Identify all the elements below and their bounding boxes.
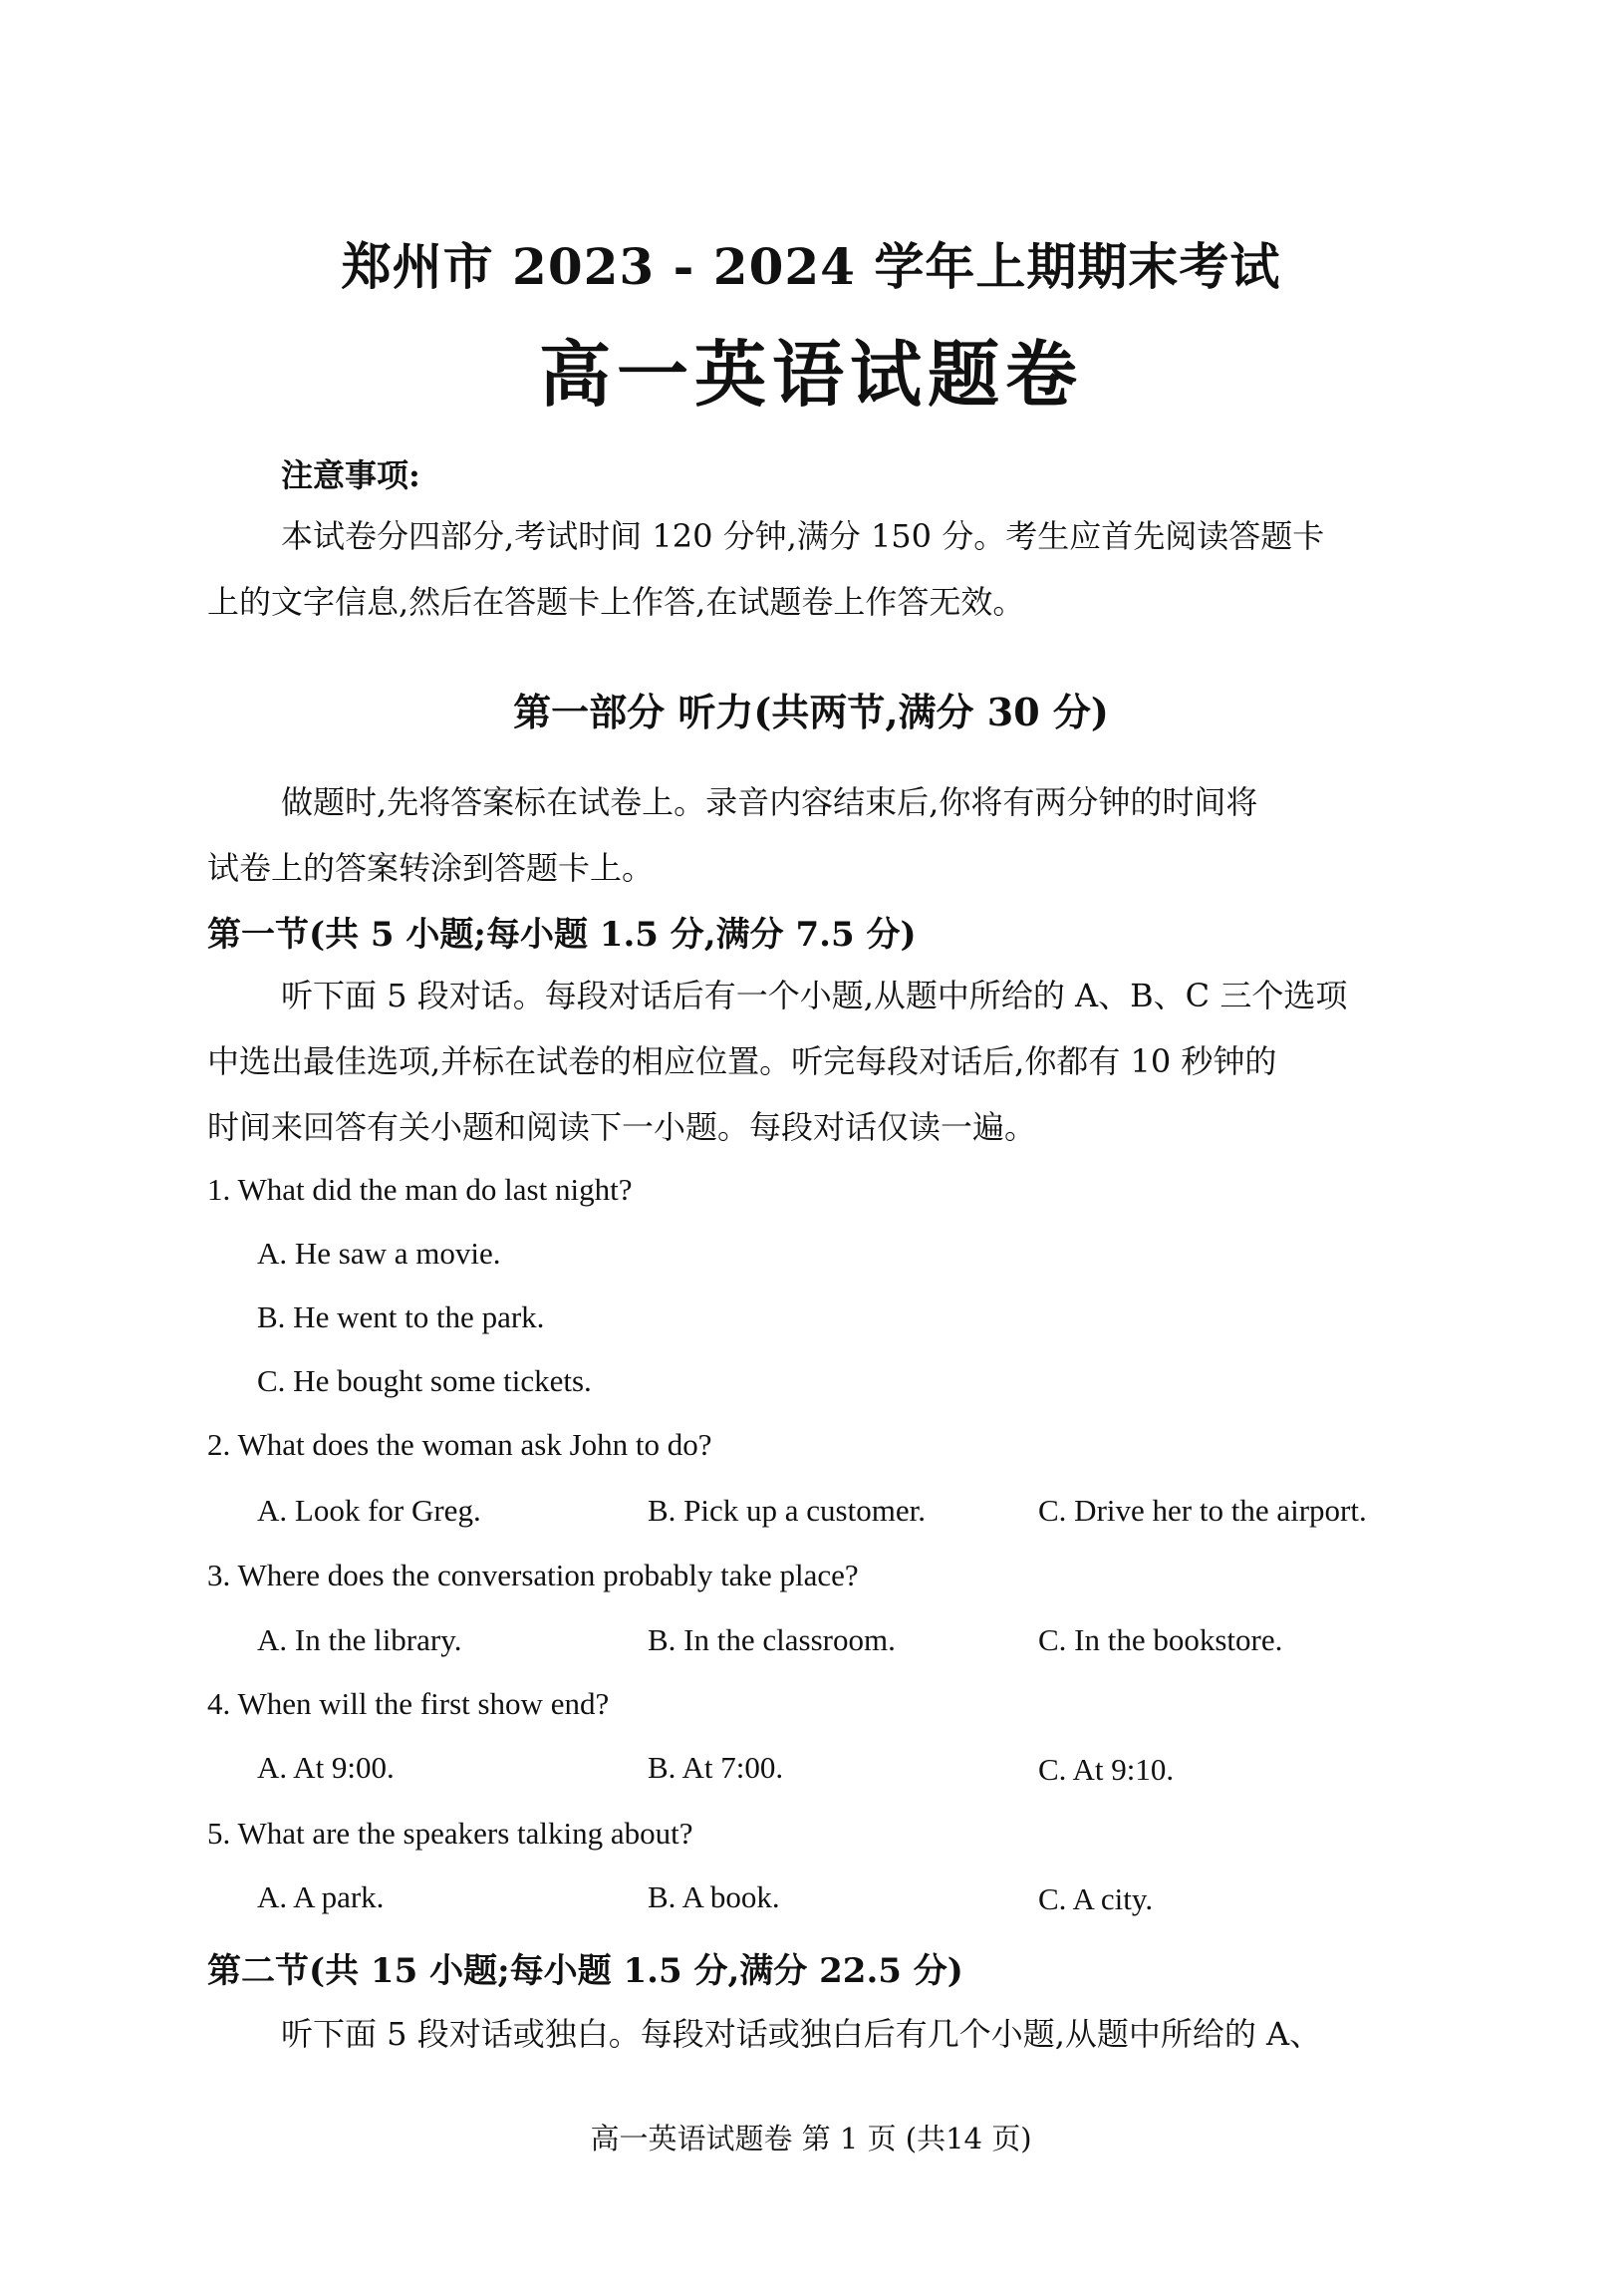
q4-option-b: B. At 7:00. <box>648 1750 784 1785</box>
section1-heading: 第一节(共 5 小题;每小题 1.5 分,满分 7.5 分) <box>207 915 917 955</box>
question-5: 5. What are the speakers talking about? <box>207 1816 693 1851</box>
q4-option-c: C. At 9:10. <box>1038 1752 1175 1787</box>
section1-intro-line-1: 听下面 5 段对话。每段对话后有一个小题,从题中所给的 A、B、C 三个选项 <box>281 977 1348 1014</box>
section1-intro-line-2: 中选出最佳选项,并标在试卷的相应位置。听完每段对话后,你都有 10 秒钟的 <box>207 1042 1277 1080</box>
part1-intro-line-2: 试卷上的答案转涂到答题卡上。 <box>207 849 655 887</box>
q5-option-c: C. A city. <box>1038 1881 1154 1916</box>
exam-subtitle: 高一英语试题卷 <box>538 332 1083 417</box>
q4-option-a: A. At 9:00. <box>257 1750 395 1785</box>
question-1: 1. What did the man do last night? <box>207 1172 633 1207</box>
part1-heading: 第一部分 听力(共两节,满分 30 分) <box>513 690 1109 734</box>
q2-option-c: C. Drive her to the airport. <box>1038 1493 1367 1528</box>
q3-option-c: C. In the bookstore. <box>1038 1622 1283 1657</box>
q2-option-b: B. Pick up a customer. <box>648 1493 926 1528</box>
q3-option-b: B. In the classroom. <box>648 1622 896 1657</box>
question-3: 3. Where does the conversation probably take place? <box>207 1558 859 1592</box>
q3-option-a: A. In the library. <box>257 1622 462 1657</box>
q2-option-a: A. Look for Greg. <box>257 1493 481 1528</box>
section2-intro: 听下面 5 段对话或独白。每段对话或独白后有几个小题,从题中所给的 A、 <box>281 2015 1322 2053</box>
notes-line-1: 本试卷分四部分,考试时间 120 分钟,满分 150 分。考生应首先阅读答题卡 <box>281 517 1325 555</box>
section1-intro-line-3: 时间来回答有关小题和阅读下一小题。每段对话仅读一遍。 <box>207 1108 1037 1146</box>
q5-option-b: B. A book. <box>648 1879 780 1914</box>
q1-option-a: A. He saw a movie. <box>257 1236 501 1271</box>
notes-line-2: 上的文字信息,然后在答题卡上作答,在试题卷上作答无效。 <box>207 583 1025 621</box>
question-4: 4. When will the first show end? <box>207 1686 610 1721</box>
exam-title: 郑州市 2023 - 2024 学年上期期末考试 <box>341 237 1281 296</box>
notes-heading: 注意事项: <box>281 456 420 494</box>
part1-intro-line-1: 做题时,先将答案标在试卷上。录音内容结束后,你将有两分钟的时间将 <box>281 783 1258 821</box>
q1-option-c: C. He bought some tickets. <box>257 1363 592 1398</box>
page-footer: 高一英语试题卷 第 1 页 (共14 页) <box>590 2122 1032 2155</box>
q5-option-a: A. A park. <box>257 1879 385 1914</box>
q1-option-b: B. He went to the park. <box>257 1299 545 1334</box>
section2-heading: 第二节(共 15 小题;每小题 1.5 分,满分 22.5 分) <box>207 1951 963 1991</box>
question-2: 2. What does the woman ask John to do? <box>207 1427 712 1462</box>
